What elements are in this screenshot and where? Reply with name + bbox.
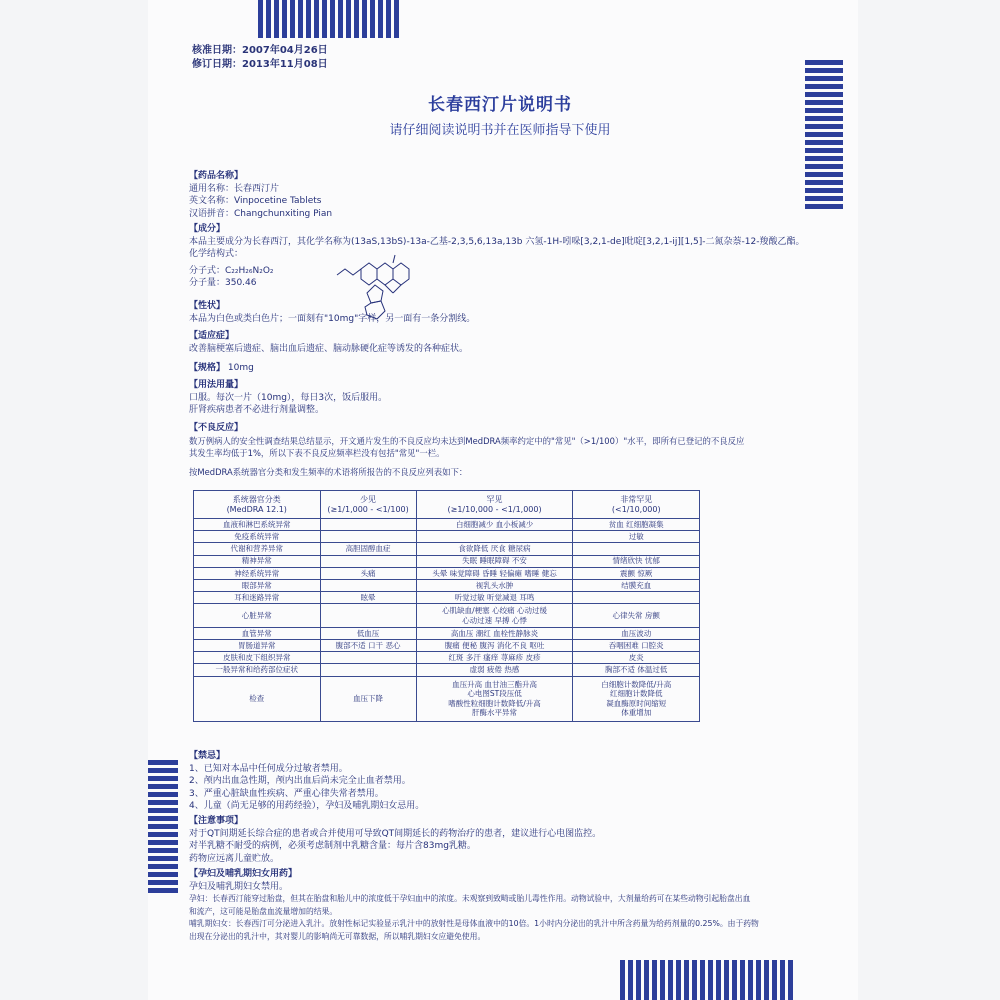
table-cell [320,580,416,592]
table-cell: 血液和淋巴系统异常 [194,519,321,531]
section-heading: 【用法用量】 [189,380,244,390]
adverse-text: 数万例病人的安全性调查结果总结显示，开文通片发生的不良反应均未达到MedDRA频率约定中的"常见"（>1/100）"水平，即所有已登记的不良反应 [189,435,745,446]
section-heading: 【药品名称】 [189,171,244,181]
table-cell: 精神异常 [194,555,321,567]
indications-text: 改善脑梗塞后遗症、脑出血后遗症、脑动脉硬化症等诱发的各种症状。 [189,343,469,354]
table-cell [320,604,416,627]
generic-name: 通用名称：长春西汀片 [189,183,280,194]
structure-label: 化学结构式： [189,249,244,259]
table-row [194,543,700,555]
table-cell: 腹痛 便秘 腹泻 消化不良 呕吐 [416,639,573,651]
table-cell: 腹部不适 口干 恶心 [320,639,416,651]
table-cell: 血压波动 [573,627,700,639]
section-indications [189,330,829,355]
approval-date: 核准日期：2007年04月26日 [192,45,328,56]
adverse-reaction-table [193,490,700,722]
table-cell: 耳和迷路异常 [194,592,321,604]
dosage-line: 口服。每次一片（10mg），每日3次，饭后服用。 [189,392,388,403]
list-item: 4、儿童（尚无足够的用药经验），孕妇及哺乳期妇女忌用。 [189,801,425,811]
table-cell: 视乳头水肿 [416,580,573,592]
section-precautions [189,815,829,865]
table-cell: 心肌缺血/梗塞 心绞痛 心动过缓 心动过速 早搏 心悸 [416,604,573,627]
header-cell: 罕见 (≥1/10,000 - <1/1,000) [416,491,573,519]
table-row [194,567,700,579]
table-row [194,519,700,531]
table-cell: 低血压 [320,627,416,639]
table-cell: 红斑 多汗 瘙痒 荨麻疹 皮疹 [416,652,573,664]
table-cell: 眩晕 [320,592,416,604]
table-cell [320,555,416,567]
table-cell: 皮炎 [573,652,700,664]
table-cell: 头痛 [320,567,416,579]
properties-text: 本品为白色或类白色片；一面刻有"10mg"字样，另一面有一条分割线。 [189,313,476,324]
table-cell [416,531,573,543]
section-dosage [189,379,829,417]
table-cell: 头晕 味觉障碍 昏睡 轻偏瘫 嗜睡 健忘 [416,567,573,579]
header-cell: 非常罕见 (<1/10,000) [573,491,700,519]
table-row [194,531,700,543]
document-title: 长春西汀片说明书 [428,95,572,115]
list-item: 哺乳期妇女：长春西汀可分泌进入乳汁。放射性标记实验显示乳汁中的放射性是母体血液中的10倍。1小时内分泌出的乳汁中所含药量为给药剂量的0.25%。由于药物 [189,919,759,928]
header-cell: 系统器官分类 (MedDRA 12.1) [194,491,321,519]
table-row [194,676,700,722]
section-pregnancy [189,868,829,943]
section-heading: 【性状】 [189,301,226,311]
section-contraindications [189,750,829,813]
table-cell: 一般异常和给药部位症状 [194,664,321,676]
table-row [194,664,700,676]
section-composition [189,223,829,290]
table-cell: 神经系统异常 [194,567,321,579]
list-item: 和流产，这可能是胎盘血流量增加的结果。 [189,906,338,916]
section-spec [189,362,829,375]
adverse-text: 其发生率均低于1%，所以下表不良反应频率栏没有包括"常见"一栏。 [189,448,445,458]
list-item: 3、严重心脏缺血性疾病、严重心律失常者禁用。 [189,788,384,799]
table-cell: 皮肤和皮下组织异常 [194,652,321,664]
table-cell: 震颤 惊厥 [573,567,700,579]
section-heading: 【成分】 [189,224,226,234]
table-cell: 贫血 红细胞凝集 [573,519,700,531]
header-cell: 少见 (≥1/1,000 - <1/100) [320,491,416,519]
english-name: 英文名称：Vinpocetine Tablets [189,196,322,206]
list-item: 孕妇及哺乳期妇女禁用。 [189,881,289,892]
table-cell [320,531,416,543]
table-row [194,580,700,592]
section-heading: 【不良反应】 [189,423,244,433]
section-heading: 【规格】 [189,363,226,373]
section-heading: 【孕妇及哺乳期妇女用药】 [189,869,298,879]
molecular-weight: 分子量：350.46 [189,278,257,288]
adverse-intro: 按MedDRA系统器官分类和发生频率的术语将所报告的不良反应列表如下： [189,466,468,477]
barcode-left-bottom [148,760,178,893]
table-cell [320,664,416,676]
table-cell: 白细胞计数降低/升高 红细胞计数降低 凝血酶原时间缩短 体重增加 [573,676,700,722]
section-heading: 【禁忌】 [189,751,226,761]
table-cell: 代谢和营养异常 [194,543,321,555]
composition-text: 本品主要成分为长春西汀，其化学名称为(13aS,13bS)-13a-乙基-2,3,5,6,13a,13b 六氢-1H-吲哚[3,2,1-de]吡啶[3,2,1-ij][1,5]-二氮杂萘-12-羧酸乙酯。 [189,236,805,247]
section-heading: 【适应症】 [189,331,235,341]
table-cell: 吞咽困难 口腔炎 [573,639,700,651]
list-item: 2、颅内出血急性期，颅内出血后尚未完全止血者禁用。 [189,776,411,786]
document-subtitle: 请仔细阅读说明书并在医师指导下使用 [389,123,611,138]
table-header-row [194,491,700,519]
table-cell: 结膜充血 [573,580,700,592]
table-cell [320,652,416,664]
section-heading: 【注意事项】 [189,816,244,826]
revision-date: 修订日期：2013年11月08日 [192,59,328,70]
molecular-formula: 分子式：C₂₂H₂₆N₂O₂ [189,265,274,276]
section-adverse-reactions [189,422,829,478]
list-item: 出现在分泌出的乳汁中，其对婴儿的影响尚无可靠数据，所以哺乳期妇女应避免使用。 [189,931,486,941]
table-cell: 心律失常 房颤 [573,604,700,627]
table-cell: 虚弱 疲倦 热感 [416,664,573,676]
list-item: 对半乳糖不耐受的病例，必须考虑制剂中乳糖含量：每片含83mg乳糖。 [189,841,476,851]
list-item: 药物应远离儿童贮放。 [189,853,280,864]
table-cell: 听觉过敏 听觉减退 耳鸣 [416,592,573,604]
table-cell: 高胆固醇血症 [320,543,416,555]
table-cell: 食欲降低 厌食 糖尿病 [416,543,573,555]
table-cell [573,543,700,555]
header-dates [192,44,328,72]
table-cell: 情绪欣快 忧郁 [573,555,700,567]
table-cell: 胸部不适 体温过低 [573,664,700,676]
table-cell [320,519,416,531]
table-row [194,627,700,639]
table-cell: 血管异常 [194,627,321,639]
table-cell: 失眠 睡眠障碍 不安 [416,555,573,567]
table-row [194,639,700,651]
table-body [194,519,700,722]
table-cell: 过敏 [573,531,700,543]
spec-value: 10mg [227,363,254,373]
table-cell: 眼部异常 [194,580,321,592]
table-cell: 心脏异常 [194,604,321,627]
section-properties [189,300,829,325]
list-item: 对于QT间期延长综合症的患者或合并使用可导致QT间期延长的药物治疗的患者，建议进行心电图监控。 [189,828,602,839]
table-cell: 胃肠道异常 [194,639,321,651]
list-item: 1、已知对本品中任何成分过敏者禁用。 [189,763,348,774]
table-cell: 血压升高 血甘油三酯升高 心电图ST段压低 嗜酸性粒细胞计数降低/升高 肝酶水平异常 [416,676,573,722]
pinyin-name: 汉语拼音：Changchunxiting Pian [189,208,333,219]
table-row [194,555,700,567]
table-cell: 血压下降 [320,676,416,722]
table-cell: 高血压 潮红 血栓性静脉炎 [416,627,573,639]
table-cell: 检查 [194,676,321,722]
barcode-top-left [258,0,399,38]
table-row [194,652,700,664]
table-cell: 免疫系统异常 [194,531,321,543]
section-drug-name [189,170,829,220]
table-cell [573,592,700,604]
table-row [194,604,700,627]
table-row [194,592,700,604]
barcode-bottom-right [620,960,793,1000]
dosage-line: 肝肾疾病患者不必进行剂量调整。 [189,405,325,415]
table-cell: 白细胞减少 血小板减少 [416,519,573,531]
list-item: 孕妇：长春西汀能穿过胎盘，但其在胎盘和胎儿中的浓度低于孕妇血中的浓度。未观察到致畸或胎儿毒性作用。动物试验中，大剂量给药可在某些动物引起胎盘出血 [189,894,751,903]
